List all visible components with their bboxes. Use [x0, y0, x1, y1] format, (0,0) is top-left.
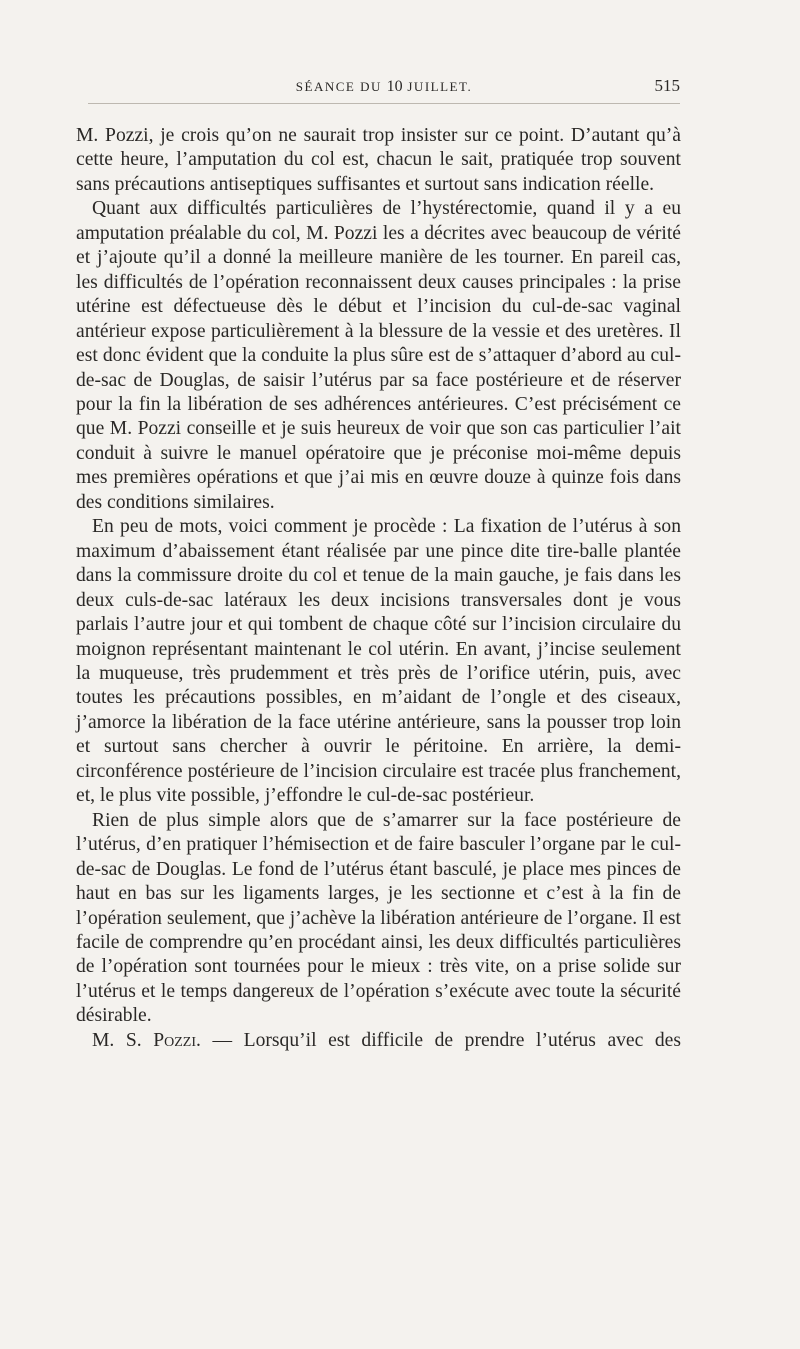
speaker-name: M. S. Pozzi.	[92, 1029, 201, 1051]
speech-text: — Lorsqu’il est difficile de prendre l’utérus avec des	[200, 1029, 682, 1051]
title-day: 10	[386, 78, 403, 95]
body-text	[76, 124, 681, 1053]
title-prefix: SÉANCE DU	[295, 79, 387, 94]
page-number: 515	[654, 76, 680, 95]
running-title	[88, 78, 680, 96]
paragraph-3: En peu de mots, voici comment je procède : La fixation de l’utérus à son maximum d’abaissement étant réalisée par une pince dite tire-balle plantée dans la commissure droite du col et tenue de la main gauche, je fais dans les deux culs-de-sac latéraux les deux incisions transversales dont je vous parlais l’autre jour et qui tombent de chaque côté sur l’incision circulaire du moignon représentant maintenant le col utérin. En avant, j’incise seulement la muqueuse, très prudemment et très près de l’orifice utérin, puis, avec toutes les précautions possibles, en m’aidant de l’ongle et des ciseaux, j’amorce la libération de la face utérine antérieure, sans la pousser trop loin et surtout sans chercher à ouvrir le péritoine. En arrière, la demi-circonférence postérieure de l’incision circulaire est tracée plus franchement, et, le plus vite possible, j’effondre le cul-de-sac postérieur.	[76, 516, 681, 807]
paragraph-5	[76, 1029, 681, 1053]
paragraph-4: Rien de plus simple alors que de s’amarrer sur la face postérieure de l’utérus, d’en pratiquer l’hémisection et de faire basculer l’organe par le cul-de-sac de Douglas. Le fond de l’utérus étant basculé, je place mes pinces de haut en bas sur les ligaments larges, je les sectionne et c’est à la fin de l’opération seulement, que j’achève la libération antérieure de l’organe. Il est facile de comprendre qu’en procédant ainsi, les deux difficultés particulières de l’opération sont tournées pour le mieux : très vite, on a prise solide sur l’utérus et le temps dangereux de l’opération s’exécute avec toute la sécurité désirable.	[76, 809, 681, 1027]
paragraph-1: M. Pozzi, je crois qu’on ne saurait trop insister sur ce point. D’autant qu’à cette heure, l’amputation du col est, chacun le sait, pratiquée trop souvent sans précautions antiseptiques suffisantes et surtout sans indication réelle.	[76, 125, 681, 195]
paragraph-2: Quant aux difficultés particulières de l’hystérectomie, quand il y a eu amputation préalable du col, M. Pozzi les a décrites avec beaucoup de vérité et j’ajoute qu’il a donné la meilleure manière de les tourner. En pareil cas, les difficultés de l’opération reconnaissent deux causes principales : la prise utérine est défectueuse dès le début et l’incision du cul-de-sac vaginal antérieur expose particulièrement à la blessure de la vessie et des uretères. Il est donc évident que la conduite la plus sûre est de s’attaquer d’abord au cul-de-sac de Douglas, de saisir l’utérus par sa face postérieure et de réserver pour la fin la libération de ses adhérences antérieures. C’est précisément ce que M. Pozzi conseille et je suis heureux de voir que son cas particulier l’ait conduit à suivre le manuel opératoire que je préconise moi-même depuis mes premières opérations et que j’ai mis en œuvre douze à quinze fois dans des conditions similaires.	[76, 198, 681, 513]
running-header	[88, 76, 680, 100]
title-suffix: JUILLET.	[402, 79, 473, 94]
header-rule	[88, 103, 680, 104]
